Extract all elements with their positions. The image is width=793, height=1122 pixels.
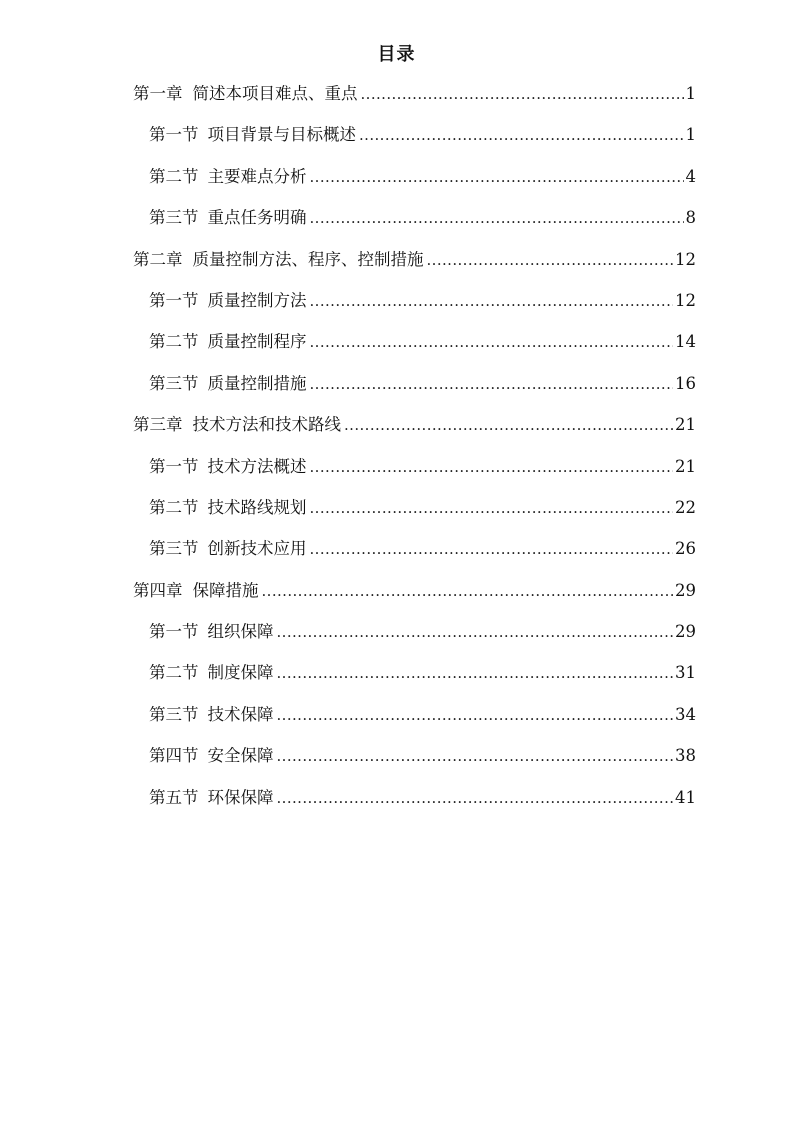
toc-entry-number: 第二节 xyxy=(149,663,199,683)
toc-entry-number: 第五节 xyxy=(149,787,199,807)
table-of-contents xyxy=(133,79,696,824)
toc-entry-number: 第四节 xyxy=(149,746,199,766)
toc-entry-section-4-4[interactable] xyxy=(133,741,696,782)
toc-entry-title: 技术方法和技术路线 xyxy=(192,415,341,435)
toc-entry-section-4-2[interactable] xyxy=(133,658,696,699)
toc-entry-title: 主要难点分析 xyxy=(207,166,307,186)
toc-entry-page: 14 xyxy=(675,332,696,352)
toc-entry-page: 12 xyxy=(675,249,696,269)
toc-entry-title: 重点任务明确 xyxy=(207,208,307,228)
toc-entry-page: 41 xyxy=(675,787,696,807)
toc-dot-leader xyxy=(310,369,674,399)
toc-entry-chapter-4[interactable] xyxy=(133,576,696,617)
toc-dot-leader xyxy=(344,410,673,440)
toc-entry-section-3-1[interactable] xyxy=(133,452,696,493)
toc-entry-page: 29 xyxy=(675,580,696,600)
toc-entry-number: 第一章 xyxy=(133,84,183,103)
toc-entry-number: 第一节 xyxy=(149,456,199,476)
toc-entry-number: 第一节 xyxy=(149,125,199,145)
toc-entry-title: 简述本项目难点、重点 xyxy=(192,84,358,103)
toc-entry-section-1-2[interactable] xyxy=(133,162,696,203)
toc-title: 目录 xyxy=(377,44,416,65)
toc-entry-chapter-2[interactable] xyxy=(133,245,696,286)
toc-entry-page: 26 xyxy=(675,539,696,559)
toc-entry-page: 22 xyxy=(675,497,696,517)
toc-entry-section-4-3[interactable] xyxy=(133,700,696,741)
toc-entry-page: 21 xyxy=(675,415,696,435)
toc-dot-leader xyxy=(310,452,674,482)
toc-entry-number: 第二节 xyxy=(149,166,199,186)
toc-entry-number: 第二节 xyxy=(149,332,199,352)
toc-entry-title: 质量控制措施 xyxy=(207,373,307,393)
toc-entry-section-1-3[interactable] xyxy=(133,203,696,244)
toc-entry-page: 29 xyxy=(675,622,696,642)
toc-entry-section-4-1[interactable] xyxy=(133,617,696,658)
toc-dot-leader xyxy=(310,327,674,357)
toc-dot-leader xyxy=(262,576,674,606)
toc-entry-number: 第一节 xyxy=(149,290,199,310)
toc-dot-leader xyxy=(310,534,674,564)
toc-entry-number: 第一节 xyxy=(149,622,199,642)
toc-entry-page: 8 xyxy=(685,208,696,228)
toc-entry-page: 12 xyxy=(675,290,696,310)
toc-entry-number: 第三节 xyxy=(149,373,199,393)
toc-entry-number: 第二章 xyxy=(133,249,183,269)
toc-dot-leader xyxy=(310,493,674,523)
toc-entry-title: 组织保障 xyxy=(207,622,274,642)
toc-entry-number: 第二节 xyxy=(149,497,199,517)
toc-entry-title: 安全保障 xyxy=(207,746,274,766)
toc-dot-leader xyxy=(310,203,684,233)
toc-entry-number: 第三节 xyxy=(149,208,199,228)
toc-entry-section-4-5[interactable] xyxy=(133,783,696,824)
toc-entry-section-3-3[interactable] xyxy=(133,534,696,575)
toc-entry-title: 技术保障 xyxy=(207,704,274,724)
toc-dot-leader xyxy=(310,162,684,192)
toc-entry-title: 技术路线规划 xyxy=(207,497,307,517)
toc-dot-leader xyxy=(277,658,674,688)
toc-entry-page: 31 xyxy=(675,663,696,683)
toc-entry-chapter-3[interactable] xyxy=(133,410,696,451)
toc-entry-page: 4 xyxy=(685,166,696,186)
toc-entry-number: 第三章 xyxy=(133,415,183,435)
toc-dot-leader xyxy=(277,783,674,813)
toc-entry-section-2-3[interactable] xyxy=(133,369,696,410)
toc-dot-leader xyxy=(361,79,684,109)
toc-dot-leader xyxy=(277,700,674,730)
toc-entry-page: 38 xyxy=(675,746,696,766)
toc-entry-section-2-2[interactable] xyxy=(133,327,696,368)
toc-entry-title: 项目背景与目标概述 xyxy=(207,125,356,145)
toc-dot-leader xyxy=(277,741,674,771)
toc-entry-page: 16 xyxy=(675,373,696,393)
toc-entry-number: 第四章 xyxy=(133,580,183,600)
toc-entry-page: 34 xyxy=(675,704,696,724)
toc-dot-leader xyxy=(427,245,674,275)
toc-dot-leader xyxy=(277,617,674,647)
toc-entry-section-1-1[interactable] xyxy=(133,120,696,161)
toc-entry-title: 环保保障 xyxy=(207,787,274,807)
toc-entry-page: 1 xyxy=(685,84,696,103)
toc-entry-title: 保障措施 xyxy=(192,580,259,600)
toc-entry-chapter-1[interactable] xyxy=(133,79,696,120)
toc-entry-page: 1 xyxy=(685,125,696,145)
toc-entry-page: 21 xyxy=(675,456,696,476)
toc-entry-title: 技术方法概述 xyxy=(207,456,307,476)
toc-dot-leader xyxy=(310,286,674,316)
toc-entry-number: 第三节 xyxy=(149,539,199,559)
toc-entry-title: 创新技术应用 xyxy=(207,539,307,559)
toc-entry-title: 制度保障 xyxy=(207,663,274,683)
toc-entry-section-3-2[interactable] xyxy=(133,493,696,534)
toc-entry-number: 第三节 xyxy=(149,704,199,724)
toc-entry-title: 质量控制程序 xyxy=(207,332,307,352)
toc-entry-title: 质量控制方法 xyxy=(207,290,307,310)
toc-dot-leader xyxy=(359,120,684,150)
toc-entry-title: 质量控制方法、程序、控制措施 xyxy=(192,249,424,269)
toc-entry-section-2-1[interactable] xyxy=(133,286,696,327)
